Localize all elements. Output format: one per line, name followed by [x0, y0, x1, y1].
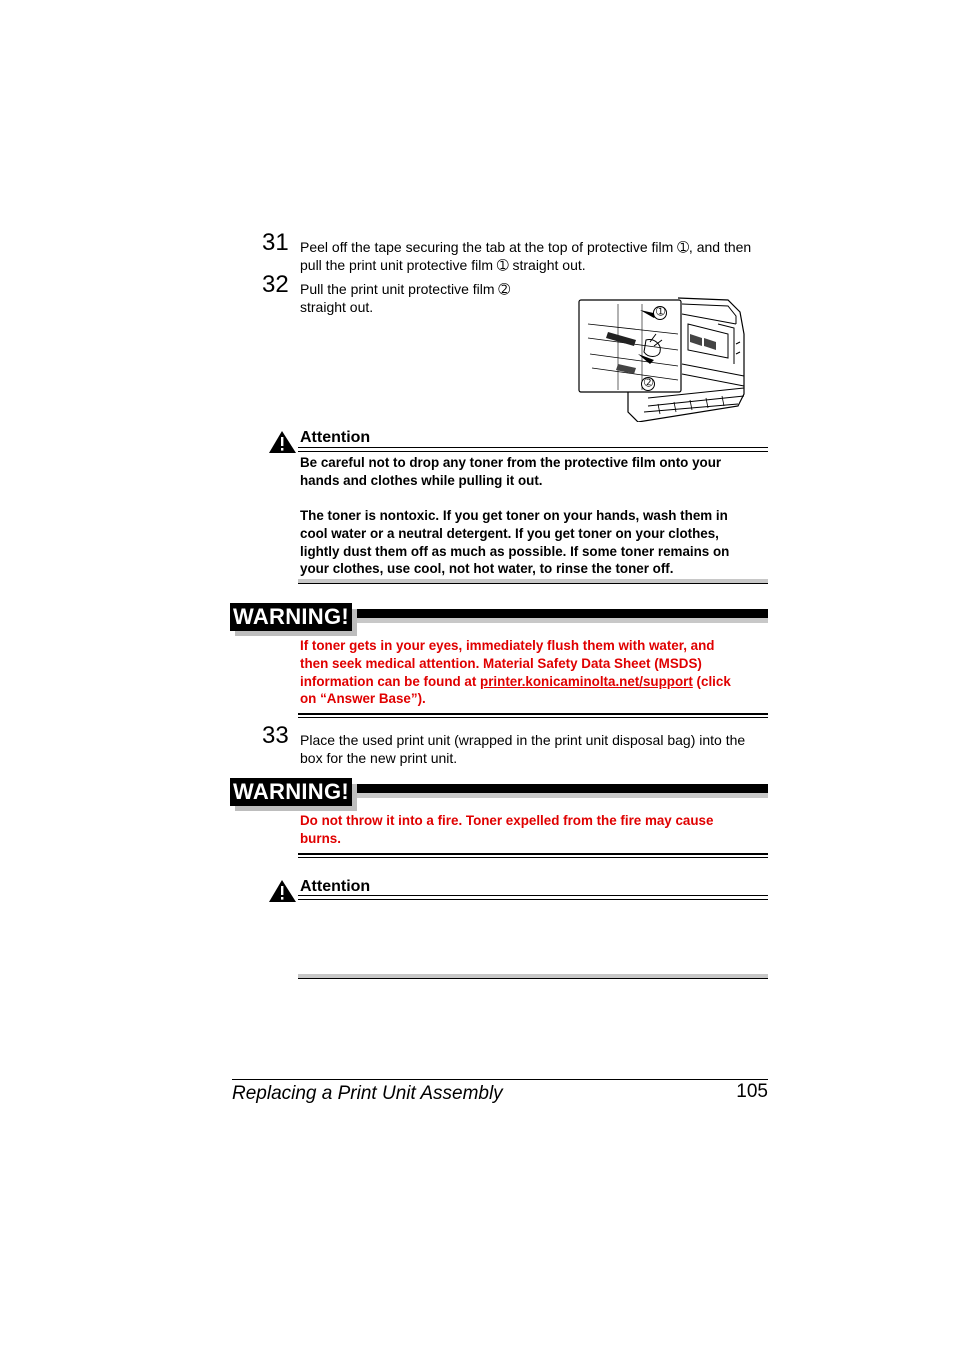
warning-rule-bottom-1b [298, 717, 768, 718]
warning-1-line: on “Answer Base”). [300, 691, 426, 707]
attention-rule-bottom-2 [298, 978, 768, 979]
warning-1-line [300, 673, 770, 691]
attention-1-text-line: your clothes, use cool, not hot water, to rinse the toner off. [300, 561, 674, 577]
warning-2-text [300, 812, 770, 848]
attention-1-text-line: cool water or a neutral detergent. If you get toner on your clothes, [300, 525, 719, 541]
warning-2-line: Do not throw it into a fire. Toner expelled from the fire may cause [300, 813, 714, 828]
attention-1-text-line: lightly dust them off as much as possible. If some toner remains on [300, 543, 730, 559]
callout-1: ➀ [656, 306, 666, 318]
attention-rule-bottom-1 [298, 583, 768, 584]
attention-warning-icon-2 [268, 879, 298, 903]
attention-1-text-line: hands and clothes while pulling it out. [300, 472, 543, 488]
warning-triangle-icon [268, 430, 298, 454]
attention-warning-icon [268, 430, 298, 454]
warning-label-box-2 [230, 778, 356, 808]
step-32-line-1: Pull the print unit protective film ➁ [300, 281, 511, 297]
warning-label-box-1 [230, 603, 356, 633]
callout-2: ➁ [644, 377, 654, 389]
step-number-33: 33 [262, 722, 289, 749]
step-33-line-2: box for the new print unit. [300, 750, 458, 766]
warning-bar-1 [356, 609, 768, 618]
printer-illustration [578, 294, 750, 422]
step-number-32: 32 [262, 271, 289, 298]
warning-rule-bottom-2 [298, 853, 768, 855]
warning-1-line: If toner gets in your eyes, immediately flush them with water, and [300, 638, 715, 653]
warning-bar-2 [356, 784, 768, 793]
attention-1-para-1 [300, 454, 768, 490]
attention-rule-top-1 [298, 447, 768, 448]
warning-label-2: WARNING! [230, 778, 352, 806]
warning-2-line: burns. [300, 830, 341, 846]
warning-bar-shadow-2 [356, 793, 768, 798]
attention-rule-top-1b [298, 451, 768, 452]
msds-support-link[interactable]: printer.konicaminolta.net/support [480, 673, 693, 689]
warning-1-text [300, 637, 770, 708]
warning-triangle-icon [268, 879, 298, 903]
attention-rule-top-2 [298, 895, 768, 896]
warning-bar-shadow-1 [356, 618, 768, 623]
attention-title-2: Attention [300, 878, 371, 895]
attention-1-text-line: The toner is nontoxic. If you get toner on your hands, wash them in [300, 508, 728, 523]
attention-rule-top-2b [298, 899, 768, 900]
step-32-line-2: straight out. [300, 299, 374, 315]
footer-rule [232, 1079, 768, 1080]
warning-label-1: WARNING! [230, 603, 352, 631]
warning-1-line: then seek medical attention. Material Safety Data Sheet (MSDS) [300, 655, 702, 671]
warning-1-line-text: information can be found at [300, 673, 481, 689]
step-33-line-1: Place the used print unit (wrapped in the print unit disposal bag) into the [300, 732, 746, 748]
page-number: 105 [736, 1081, 768, 1102]
warning-rule-bottom-2b [298, 857, 768, 858]
footer-title: Replacing a Print Unit Assembly [232, 1083, 503, 1104]
warning-1-line-text: (click [692, 673, 731, 689]
attention-1-para-2 [300, 507, 768, 578]
attention-1-text-line: Be careful not to drop any toner from the protective film onto your [300, 455, 722, 470]
attention-title-1: Attention [300, 429, 371, 446]
step-number-31: 31 [262, 229, 289, 256]
warning-rule-bottom-1 [298, 713, 768, 715]
step-31-line-1: Peel off the tape securing the tab at the top of protective film ➀, and then [300, 239, 752, 255]
step-31-line-2: pull the print unit protective film ➀ straight out. [300, 257, 586, 273]
